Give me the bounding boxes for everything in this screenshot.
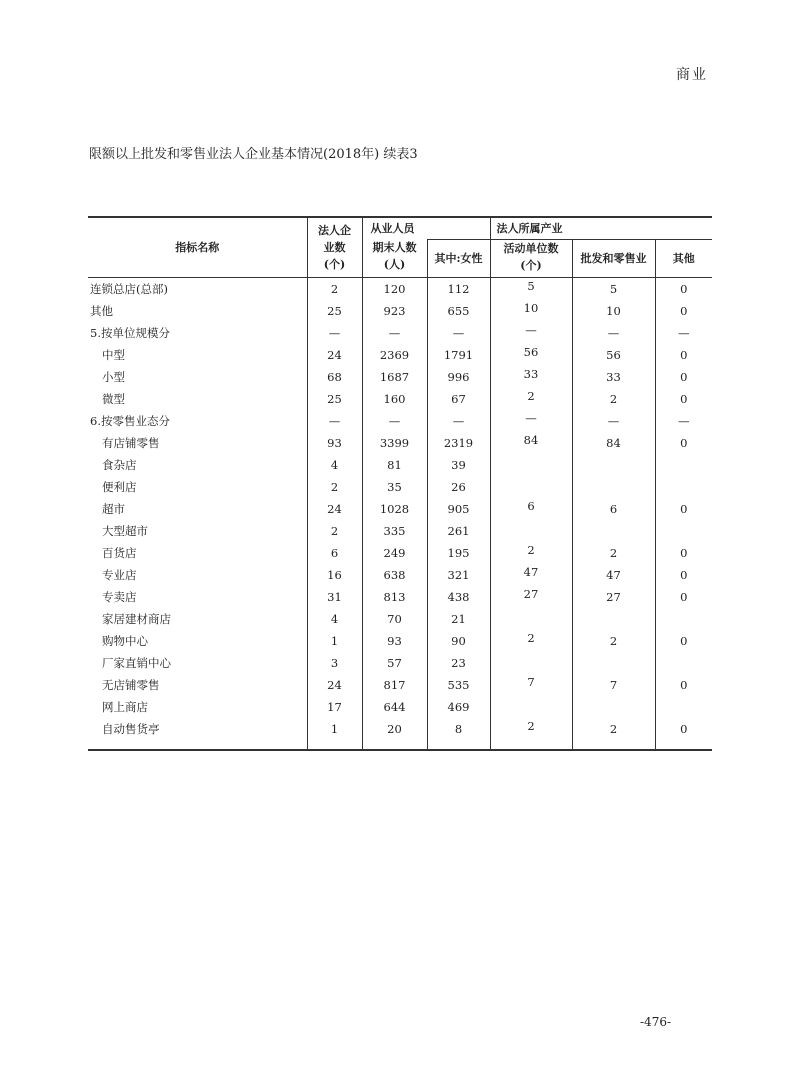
table-cell xyxy=(362,520,427,542)
table-cell xyxy=(655,586,712,608)
cell-female: 39 xyxy=(451,457,466,472)
row-label: 小型 xyxy=(88,366,307,388)
cell-female: 535 xyxy=(447,677,470,692)
cell-enterprises: 24 xyxy=(327,501,342,516)
cell-female: 996 xyxy=(447,369,470,384)
table-cell xyxy=(572,718,655,750)
table-cell xyxy=(307,388,362,410)
table-cell xyxy=(307,322,362,344)
table-cell xyxy=(572,586,655,608)
table-cell xyxy=(427,696,490,718)
cell-female: 2319 xyxy=(443,435,474,450)
table-cell xyxy=(307,498,362,520)
row-label: 超市 xyxy=(88,498,307,520)
table-title: 限额以上批发和零售业法人企业基本情况(2018年) 续表3 xyxy=(89,147,418,162)
row-label: 食杂店 xyxy=(88,454,307,476)
table-row xyxy=(88,366,712,388)
cell-units: 84 xyxy=(523,432,539,447)
header-employees-group: 从业人员 xyxy=(362,217,490,239)
cell-female: 195 xyxy=(447,545,470,560)
table-cell xyxy=(655,476,712,498)
table-cell xyxy=(490,586,572,608)
row-label: 5.按单位规模分 xyxy=(88,322,307,344)
table-cell xyxy=(490,388,572,410)
cell-enterprises: 4 xyxy=(330,611,339,626)
table-cell xyxy=(362,564,427,586)
table-cell xyxy=(362,366,427,388)
cell-employees: — xyxy=(388,325,401,340)
cell-employees: 160 xyxy=(383,391,406,406)
row-label: 连锁总店(总部) xyxy=(88,277,307,300)
table-row xyxy=(88,388,712,410)
cell-female: 261 xyxy=(447,523,470,538)
table-cell xyxy=(307,652,362,674)
table-cell xyxy=(427,277,490,300)
header-female: 其中:女性 xyxy=(427,239,490,277)
row-label: 微型 xyxy=(88,388,307,410)
cell-employees: 81 xyxy=(387,457,402,472)
cell-other: 0 xyxy=(680,677,688,692)
cell-other: — xyxy=(678,325,690,340)
table-cell xyxy=(427,520,490,542)
cell-female: 112 xyxy=(447,281,470,296)
table-cell xyxy=(427,300,490,322)
row-label: 网上商店 xyxy=(88,696,307,718)
table-cell xyxy=(490,630,572,652)
cell-employees: 335 xyxy=(383,523,406,538)
table-cell xyxy=(572,454,655,476)
table-row xyxy=(88,277,712,300)
cell-units: 2 xyxy=(527,630,535,645)
table-cell xyxy=(572,300,655,322)
page-number: -476- xyxy=(640,1015,672,1029)
cell-units: — xyxy=(525,410,537,425)
cell-units: 2 xyxy=(527,388,535,403)
table-cell xyxy=(307,300,362,322)
table-row xyxy=(88,608,712,630)
row-label: 家居建材商店 xyxy=(88,608,307,630)
cell-wholesale-retail: 10 xyxy=(606,303,621,318)
table-cell xyxy=(307,586,362,608)
table-cell xyxy=(427,564,490,586)
cell-wholesale-retail: 56 xyxy=(606,347,621,362)
cell-enterprises: 6 xyxy=(330,545,339,560)
table-cell xyxy=(655,652,712,674)
cell-units: 2 xyxy=(527,542,535,557)
cell-other: 0 xyxy=(680,633,688,648)
table-cell xyxy=(362,432,427,454)
table-row xyxy=(88,454,712,476)
cell-units: 2 xyxy=(527,718,535,733)
table-cell xyxy=(427,542,490,564)
cell-employees: 20 xyxy=(387,721,402,736)
table-row xyxy=(88,410,712,432)
cell-employees: 2369 xyxy=(379,347,410,362)
table-cell xyxy=(427,388,490,410)
cell-enterprises: 1 xyxy=(330,633,339,648)
table-cell xyxy=(655,366,712,388)
table-cell xyxy=(362,542,427,564)
table-cell xyxy=(572,564,655,586)
row-label: 厂家直销中心 xyxy=(88,652,307,674)
row-label: 中型 xyxy=(88,344,307,366)
table-cell xyxy=(307,410,362,432)
cell-wholesale-retail: 2 xyxy=(609,721,618,736)
header-other: 其他 xyxy=(655,239,712,277)
cell-female: 1791 xyxy=(443,347,474,362)
cell-female: 21 xyxy=(451,611,466,626)
table-cell xyxy=(655,564,712,586)
table-cell xyxy=(307,674,362,696)
table-row xyxy=(88,498,712,520)
cell-other: 0 xyxy=(680,391,688,406)
cell-wholesale-retail: 47 xyxy=(606,567,621,582)
cell-employees: 93 xyxy=(387,633,402,648)
cell-employees: 1028 xyxy=(379,501,410,516)
table-cell xyxy=(362,586,427,608)
table-cell xyxy=(490,277,572,300)
header-name: 指标名称 xyxy=(88,217,307,277)
table-cell xyxy=(427,498,490,520)
table-row xyxy=(88,432,712,454)
table-cell xyxy=(362,454,427,476)
table-cell xyxy=(307,366,362,388)
header-enterprises: 法人企业数(个) xyxy=(307,217,362,277)
cell-other: 0 xyxy=(680,303,688,318)
cell-employees: 120 xyxy=(383,281,406,296)
cell-other: 0 xyxy=(680,545,688,560)
cell-employees: 57 xyxy=(387,655,402,670)
row-label: 专卖店 xyxy=(88,586,307,608)
table-cell xyxy=(427,454,490,476)
cell-employees: — xyxy=(388,413,401,428)
table-cell xyxy=(362,277,427,300)
table-row xyxy=(88,696,712,718)
cell-enterprises: 17 xyxy=(327,699,342,714)
cell-employees: 35 xyxy=(387,479,402,494)
table-cell xyxy=(572,674,655,696)
row-label: 购物中心 xyxy=(88,630,307,652)
cell-enterprises: 2 xyxy=(330,281,339,296)
table-cell xyxy=(572,366,655,388)
table-row xyxy=(88,476,712,498)
table-cell xyxy=(362,476,427,498)
table-cell xyxy=(572,277,655,300)
table-row xyxy=(88,520,712,542)
table-cell xyxy=(490,608,572,630)
cell-wholesale-retail: 2 xyxy=(609,545,618,560)
cell-female: — xyxy=(452,325,465,340)
row-label: 大型超市 xyxy=(88,520,307,542)
cell-wholesale-retail: 2 xyxy=(609,391,618,406)
header-units-group: 法人所属产业 xyxy=(490,217,712,239)
cell-female: 90 xyxy=(451,633,466,648)
table-cell xyxy=(490,322,572,344)
table-cell xyxy=(655,498,712,520)
table-cell xyxy=(362,674,427,696)
statistics-table xyxy=(88,216,712,751)
cell-female: 26 xyxy=(451,479,466,494)
cell-female: 321 xyxy=(447,567,470,582)
cell-female: — xyxy=(452,413,465,428)
row-label: 无店铺零售 xyxy=(88,674,307,696)
table-cell xyxy=(427,608,490,630)
table-cell xyxy=(427,366,490,388)
table-cell xyxy=(572,608,655,630)
table-row xyxy=(88,322,712,344)
table-cell xyxy=(362,410,427,432)
cell-enterprises: — xyxy=(328,325,341,340)
table-cell xyxy=(490,454,572,476)
cell-enterprises: 24 xyxy=(327,677,342,692)
table-cell xyxy=(655,630,712,652)
table-cell xyxy=(490,652,572,674)
cell-wholesale-retail: 27 xyxy=(606,589,621,604)
cell-other: — xyxy=(678,413,690,428)
table-cell xyxy=(307,476,362,498)
table-row xyxy=(88,630,712,652)
table-cell xyxy=(307,344,362,366)
cell-enterprises: 25 xyxy=(327,303,342,318)
table-cell xyxy=(655,718,712,750)
cell-enterprises: 1 xyxy=(330,721,339,736)
cell-other: 0 xyxy=(680,589,688,604)
cell-units: 6 xyxy=(527,498,535,513)
table-cell xyxy=(427,652,490,674)
table-cell xyxy=(655,277,712,300)
table-cell xyxy=(572,410,655,432)
cell-other: 0 xyxy=(680,567,688,582)
table-cell xyxy=(655,696,712,718)
cell-employees: 70 xyxy=(387,611,402,626)
table-cell xyxy=(572,388,655,410)
table-cell xyxy=(655,388,712,410)
cell-employees: 638 xyxy=(383,567,406,582)
table-cell xyxy=(362,652,427,674)
table-cell xyxy=(362,388,427,410)
cell-wholesale-retail: — xyxy=(607,413,620,428)
cell-employees: 817 xyxy=(383,677,406,692)
table-body xyxy=(88,277,712,750)
table-cell xyxy=(572,498,655,520)
cell-wholesale-retail: 84 xyxy=(606,435,621,450)
table-cell xyxy=(572,542,655,564)
row-label: 百货店 xyxy=(88,542,307,564)
row-label: 便利店 xyxy=(88,476,307,498)
table-cell xyxy=(362,696,427,718)
table-cell xyxy=(427,674,490,696)
cell-other: 0 xyxy=(680,721,688,736)
table-cell xyxy=(307,696,362,718)
cell-enterprises: 2 xyxy=(330,479,339,494)
cell-wholesale-retail: 6 xyxy=(609,501,618,516)
header-employees-end: 期末人数(人) xyxy=(362,239,427,277)
table-cell xyxy=(427,586,490,608)
table-cell xyxy=(655,432,712,454)
table-cell xyxy=(572,652,655,674)
table-cell xyxy=(655,520,712,542)
table-cell xyxy=(427,322,490,344)
cell-other: 0 xyxy=(680,369,688,384)
table-cell xyxy=(490,366,572,388)
header-units: 活动单位数(个) xyxy=(490,239,572,277)
cell-enterprises: 16 xyxy=(327,567,342,582)
table-cell xyxy=(490,432,572,454)
cell-female: 8 xyxy=(454,721,463,736)
table-cell xyxy=(362,630,427,652)
cell-employees: 923 xyxy=(383,303,406,318)
table-cell xyxy=(307,564,362,586)
table-row xyxy=(88,674,712,696)
row-label: 自动售货亭 xyxy=(88,718,307,750)
table-cell xyxy=(427,344,490,366)
table-cell xyxy=(490,498,572,520)
table-cell xyxy=(572,630,655,652)
table-cell xyxy=(490,300,572,322)
cell-other: 0 xyxy=(680,281,688,296)
table-row xyxy=(88,344,712,366)
row-label: 专业店 xyxy=(88,564,307,586)
cell-enterprises: — xyxy=(328,413,341,428)
cell-employees: 1687 xyxy=(379,369,410,384)
table-cell xyxy=(307,520,362,542)
table-cell xyxy=(362,608,427,630)
header-wholesale-retail: 批发和零售业 xyxy=(572,239,655,277)
table-cell xyxy=(490,674,572,696)
table-row xyxy=(88,300,712,322)
cell-enterprises: 4 xyxy=(330,457,339,472)
cell-units: 5 xyxy=(527,278,535,293)
table-cell xyxy=(490,344,572,366)
table-cell xyxy=(572,476,655,498)
cell-wholesale-retail: 33 xyxy=(606,369,621,384)
table-cell xyxy=(655,674,712,696)
table-cell xyxy=(490,542,572,564)
table-cell xyxy=(572,432,655,454)
table-cell xyxy=(655,344,712,366)
table-cell xyxy=(490,718,572,750)
table-cell xyxy=(307,718,362,750)
table-cell xyxy=(655,454,712,476)
table-cell xyxy=(307,277,362,300)
cell-wholesale-retail: — xyxy=(607,325,620,340)
table-cell xyxy=(655,542,712,564)
table-cell xyxy=(362,300,427,322)
table-cell xyxy=(572,696,655,718)
row-label: 其他 xyxy=(88,300,307,322)
cell-enterprises: 2 xyxy=(330,523,339,538)
table-row xyxy=(88,718,712,750)
table-cell xyxy=(572,520,655,542)
table-cell xyxy=(572,322,655,344)
cell-units: 47 xyxy=(523,564,539,579)
cell-other: 0 xyxy=(680,347,688,362)
table-cell xyxy=(427,476,490,498)
cell-units: 27 xyxy=(523,586,539,601)
cell-enterprises: 68 xyxy=(327,369,342,384)
cell-wholesale-retail: 2 xyxy=(609,633,618,648)
table-cell xyxy=(362,322,427,344)
cell-female: 67 xyxy=(451,391,466,406)
table-cell xyxy=(655,322,712,344)
table-cell xyxy=(490,520,572,542)
cell-enterprises: 3 xyxy=(330,655,339,670)
cell-wholesale-retail: 5 xyxy=(609,281,618,296)
table-cell xyxy=(490,564,572,586)
cell-other: 0 xyxy=(680,435,688,450)
table-cell xyxy=(490,476,572,498)
cell-employees: 249 xyxy=(383,545,406,560)
table-cell xyxy=(362,344,427,366)
cell-enterprises: 25 xyxy=(327,391,342,406)
cell-female: 905 xyxy=(447,501,470,516)
table-cell xyxy=(307,542,362,564)
table-cell xyxy=(307,608,362,630)
table-cell xyxy=(572,344,655,366)
table-cell xyxy=(490,410,572,432)
table-cell xyxy=(307,630,362,652)
table-cell xyxy=(362,498,427,520)
table-cell xyxy=(655,608,712,630)
cell-female: 438 xyxy=(447,589,470,604)
table-cell xyxy=(490,696,572,718)
row-label: 有店铺零售 xyxy=(88,432,307,454)
cell-units: 7 xyxy=(527,674,535,689)
row-label: 6.按零售业态分 xyxy=(88,410,307,432)
table-cell xyxy=(427,630,490,652)
cell-other: 0 xyxy=(680,501,688,516)
table-row xyxy=(88,652,712,674)
table-cell xyxy=(427,410,490,432)
table-cell xyxy=(362,718,427,750)
table-cell xyxy=(655,410,712,432)
table-cell xyxy=(655,300,712,322)
table-cell xyxy=(307,432,362,454)
cell-enterprises: 93 xyxy=(327,435,342,450)
cell-enterprises: 24 xyxy=(327,347,342,362)
cell-units: 10 xyxy=(523,300,539,315)
section-header: 商业 xyxy=(676,67,708,83)
cell-female: 655 xyxy=(447,303,470,318)
table-cell xyxy=(427,718,490,750)
cell-female: 469 xyxy=(447,699,470,714)
cell-employees: 3399 xyxy=(379,435,410,450)
table-row xyxy=(88,586,712,608)
table-cell xyxy=(307,454,362,476)
cell-employees: 644 xyxy=(383,699,406,714)
cell-units: — xyxy=(525,322,537,337)
table-cell xyxy=(427,432,490,454)
cell-enterprises: 31 xyxy=(327,589,342,604)
cell-units: 33 xyxy=(523,366,539,381)
table-row xyxy=(88,542,712,564)
cell-female: 23 xyxy=(451,655,466,670)
cell-units: 56 xyxy=(523,344,539,359)
cell-employees: 813 xyxy=(383,589,406,604)
cell-wholesale-retail: 7 xyxy=(609,677,618,692)
table-row xyxy=(88,564,712,586)
